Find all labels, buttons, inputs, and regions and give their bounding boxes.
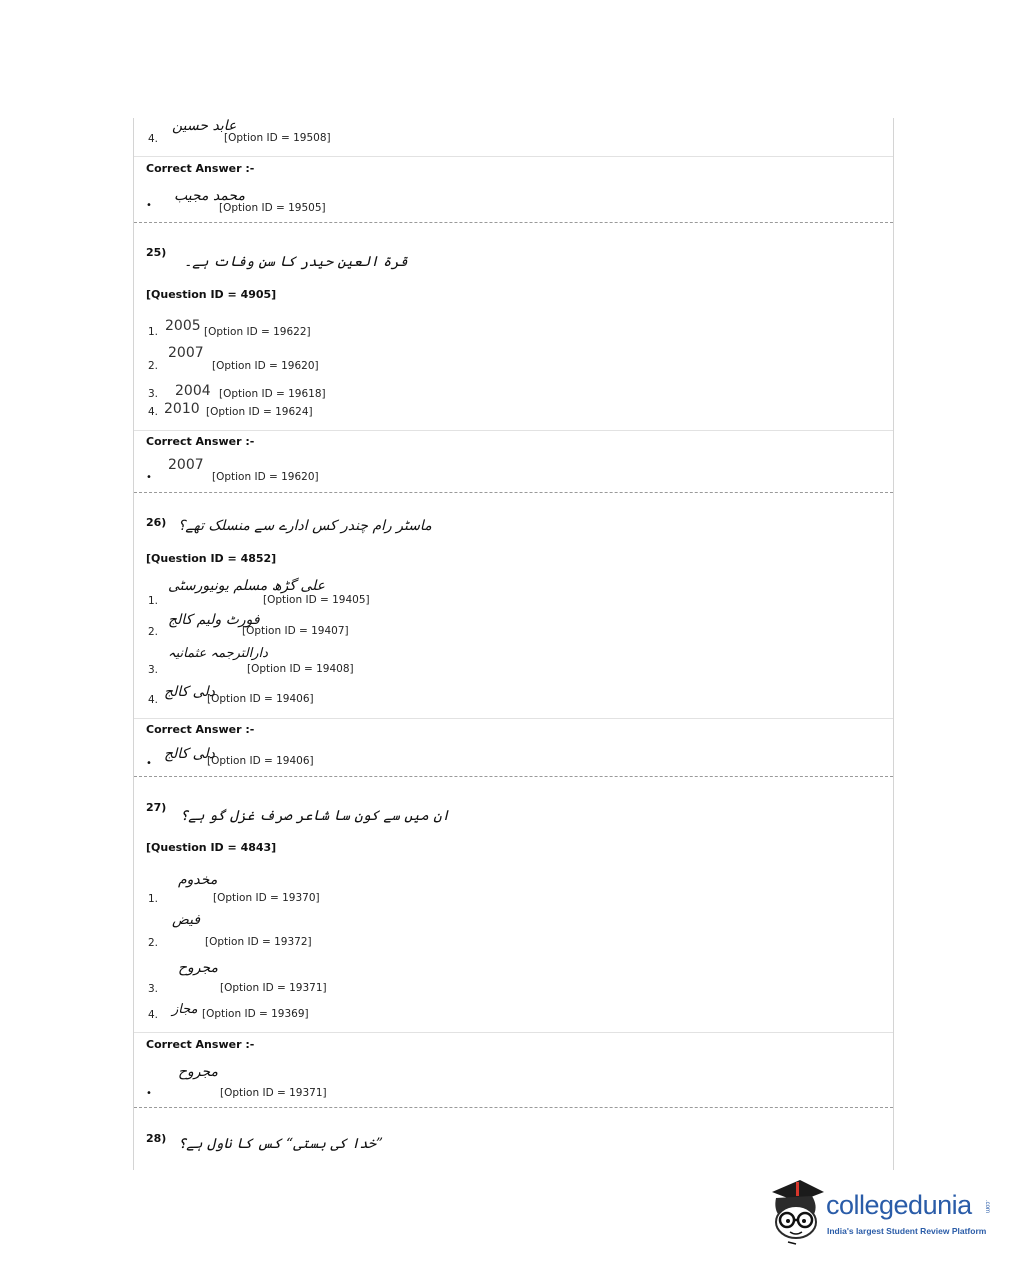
option-id: [Option ID = 19371] xyxy=(220,982,327,994)
correct-answer-label: Correct Answer :- xyxy=(146,723,255,736)
option-number: 2. xyxy=(148,626,159,638)
correct-option-id: [Option ID = 19371] xyxy=(220,1087,327,1099)
question-text: ”خدا کی بستی“ کس کا ناول ہے؟ xyxy=(178,1136,384,1152)
option-id: [Option ID = 19620] xyxy=(212,360,319,372)
correct-urdu-text: دلی کالج xyxy=(164,746,215,762)
option-number: 4. xyxy=(148,133,159,145)
question-text: ان میں سے کون سا شاعر صرف غزل گو ہے؟ xyxy=(180,808,450,824)
option-year: 2007 xyxy=(168,345,204,361)
correct-urdu-text: محمد مجیب xyxy=(174,188,245,204)
divider xyxy=(134,430,893,431)
option-urdu-text: دلی کالج xyxy=(164,684,215,700)
option-year: 2010 xyxy=(164,401,200,417)
option-urdu-text: فورٹ ولیم کالج xyxy=(168,612,260,628)
divider xyxy=(134,718,893,719)
option-id: [Option ID = 19624] xyxy=(206,406,313,418)
option-number: 4. xyxy=(148,1009,159,1021)
question-separator xyxy=(134,1107,893,1108)
option-number: 3. xyxy=(148,664,159,676)
question-number: 25) xyxy=(146,246,167,259)
bullet: • xyxy=(146,200,152,211)
divider xyxy=(134,156,893,157)
option-number: 2. xyxy=(148,937,159,949)
option-urdu-text: علی گڑھ مسلم یونیورسٹی xyxy=(168,578,325,594)
brand-name: collegedunia xyxy=(826,1190,972,1220)
correct-answer-label: Correct Answer :- xyxy=(146,435,255,448)
correct-urdu-text: مجروح xyxy=(178,1064,219,1080)
correct-answer-label: Correct Answer :- xyxy=(146,1038,255,1051)
option-urdu-text: دارالترجمہ عثمانیہ xyxy=(168,646,268,661)
option-id: [Option ID = 19406] xyxy=(207,693,314,705)
option-urdu-text: مجروح xyxy=(178,960,219,976)
option-number: 1. xyxy=(148,595,159,607)
question-text: ماسٹر رام چندر کس ادارے سے منسلک تھے؟ xyxy=(178,518,432,534)
option-urdu-text: فیض xyxy=(172,912,201,928)
bullet: • xyxy=(146,472,152,483)
brand-domain: .com xyxy=(984,1200,990,1214)
option-urdu-text: مجاز xyxy=(172,1002,198,1017)
option-id: [Option ID = 19622] xyxy=(204,326,311,338)
correct-year: 2007 xyxy=(168,457,204,473)
question-id: [Question ID = 4852] xyxy=(146,552,277,565)
option-id: [Option ID = 19370] xyxy=(213,892,320,904)
option-number: 2. xyxy=(148,360,159,372)
option-number: 1. xyxy=(148,893,159,905)
option-id: [Option ID = 19369] xyxy=(202,1008,309,1020)
correct-answer-label: Correct Answer :- xyxy=(146,162,255,175)
correct-option-id: [Option ID = 19406] xyxy=(207,755,314,767)
question-text: قرۃ العین حیدر کا سن وفات ہے۔ xyxy=(184,254,408,270)
question-separator xyxy=(134,776,893,777)
brand-tagline: India's largest Student Review Platform xyxy=(827,1226,987,1236)
option-id: [Option ID = 19407] xyxy=(242,625,349,637)
correct-option-id: [Option ID = 19505] xyxy=(219,202,326,214)
option-number: 1. xyxy=(148,326,159,338)
option-number: 4. xyxy=(148,406,159,418)
bullet: • xyxy=(146,1088,152,1099)
option-id: [Option ID = 19408] xyxy=(247,663,354,675)
question-number: 28) xyxy=(146,1132,167,1145)
option-number: 3. xyxy=(148,388,159,400)
question-separator xyxy=(134,492,893,493)
option-id: [Option ID = 19372] xyxy=(205,936,312,948)
option-number: 4. xyxy=(148,694,159,706)
question-paper-frame xyxy=(133,118,894,1170)
option-urdu-text: عابد حسین xyxy=(172,118,237,134)
mascot-icon xyxy=(766,1178,826,1248)
divider xyxy=(134,1032,893,1033)
question-separator xyxy=(134,222,893,223)
option-year: 2005 xyxy=(165,318,201,334)
collegedunia-logo xyxy=(766,1178,996,1248)
correct-option-id: [Option ID = 19620] xyxy=(212,471,319,483)
option-id: [Option ID = 19508] xyxy=(224,132,331,144)
option-id: [Option ID = 19618] xyxy=(219,388,326,400)
option-year: 2004 xyxy=(175,383,211,399)
question-number: 27) xyxy=(146,801,167,814)
option-number: 3. xyxy=(148,983,159,995)
question-id: [Question ID = 4905] xyxy=(146,288,277,301)
option-urdu-text: مخدوم xyxy=(178,872,218,888)
bullet: • xyxy=(146,758,152,769)
question-number: 26) xyxy=(146,516,167,529)
question-id: [Question ID = 4843] xyxy=(146,841,277,854)
option-id: [Option ID = 19405] xyxy=(263,594,370,606)
